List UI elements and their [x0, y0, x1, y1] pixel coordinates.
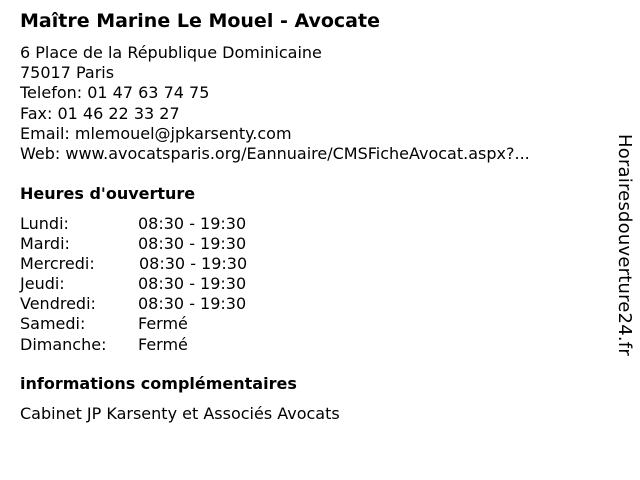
address-street: 6 Place de la République Dominicaine	[20, 43, 322, 62]
additional-info-text: Cabinet JP Karsenty et Associés Avocats	[20, 404, 340, 423]
day-label: Jeudi:	[20, 274, 65, 294]
fax-number: Fax: 01 46 22 33 27	[20, 103, 180, 123]
hours-row-sunday	[20, 335, 320, 355]
time-value: 08:30 - 19:30	[138, 234, 247, 254]
day-label: Dimanche:	[20, 334, 107, 354]
website-url: Web: www.avocatsparis.org/Eannuaire/CMSFicheAvocat.aspx?...	[20, 143, 530, 163]
contact-block	[20, 43, 530, 164]
hours-row-friday	[20, 294, 320, 314]
day-label: Lundi:	[20, 214, 69, 233]
address-city: 75017 Paris	[20, 63, 115, 83]
time-value: 08:30 - 19:30	[138, 294, 247, 314]
email-address: Email: mlemouel@jpkarsenty.com	[20, 123, 292, 143]
hours-row-tuesday	[20, 234, 320, 254]
hours-row-thursday	[20, 274, 320, 294]
opening-hours-table	[20, 214, 320, 355]
opening-hours-heading: Heures d'ouverture	[20, 184, 196, 203]
hours-row-saturday	[20, 314, 320, 334]
hours-row-monday	[20, 214, 320, 234]
day-label: Samedi:	[20, 314, 86, 334]
site-watermark: Horairesdouverture24.fr	[614, 134, 635, 356]
time-value: Fermé	[138, 314, 188, 334]
additional-info-heading: informations complémentaires	[20, 374, 297, 393]
day-label: Mercredi:	[20, 254, 95, 274]
time-value: 08:30 - 19:30	[139, 254, 248, 274]
time-value: Fermé	[138, 334, 188, 354]
hours-row-wednesday	[20, 254, 320, 274]
day-label: Vendredi:	[20, 294, 96, 314]
time-value: 08:30 - 19:30	[138, 274, 247, 294]
day-label: Mardi:	[20, 234, 70, 254]
phone-number: Telefon: 01 47 63 74 75	[20, 83, 210, 103]
page-title: Maître Marine Le Mouel - Avocate	[20, 10, 380, 32]
time-value: 08:30 - 19:30	[138, 214, 247, 233]
